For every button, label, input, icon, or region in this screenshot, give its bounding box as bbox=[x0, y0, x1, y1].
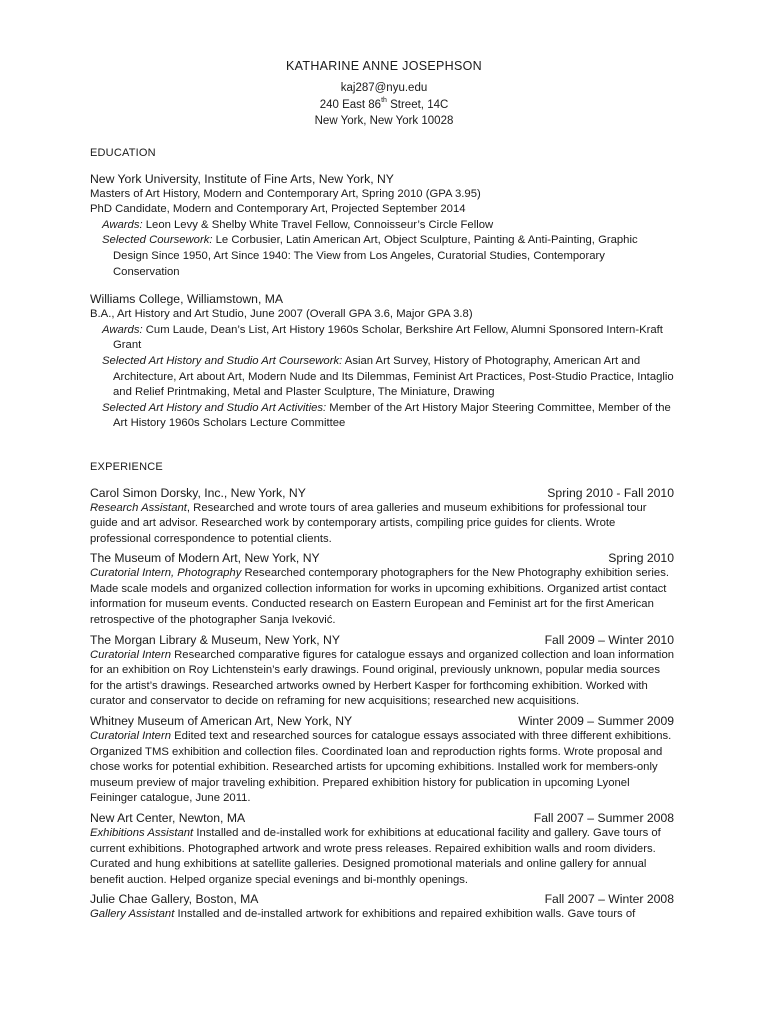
employer-name: The Museum of Modern Art, New York, NY bbox=[90, 551, 320, 566]
job-description: Curatorial Intern Researched comparative figures for catalogue essays and organized collection and loan information for an exhibition on Roy Lichtenstein’s early drawings. Found original, previously unknown, popular media sources for the artist’s drawings. Researched artworks owned by Herbert Kasper for forthcoming exhibition. Worked with curator and conservator to decide on reframing for new acquisitions; researched new acquisitions. bbox=[90, 648, 675, 708]
address-street: Street, 14C bbox=[386, 98, 449, 111]
awards-line: Awards: Leon Levy & Shelby White Travel Fellow, Connoisseur’s Circle Fellow bbox=[102, 218, 494, 231]
employment-dates: Spring 2010 bbox=[608, 551, 674, 566]
job-role: Curatorial Intern, Photography bbox=[90, 567, 242, 580]
job-role: Gallery Assistant bbox=[90, 908, 175, 921]
employment-dates: Fall 2007 – Winter 2008 bbox=[544, 892, 674, 907]
section-title-experience: EXPERIENCE bbox=[90, 460, 163, 473]
resume-body bbox=[90, 146, 674, 923]
job-role: Curatorial Intern bbox=[90, 730, 171, 743]
employment-dates: Winter 2009 – Summer 2009 bbox=[518, 714, 674, 729]
experience-entry bbox=[90, 485, 674, 548]
employer-name: Julie Chae Gallery, Boston, MA bbox=[90, 892, 259, 907]
education-entry bbox=[90, 291, 674, 432]
employment-dates: Fall 2009 – Winter 2010 bbox=[544, 632, 674, 647]
employer-name: Carol Simon Dorsky, Inc., New York, NY bbox=[90, 485, 306, 500]
school-name: Williams College, Williamstown, MA bbox=[90, 292, 284, 307]
job-description: Curatorial Intern, Photography Researched contemporary photographers for the New Photography exhibition series. Made scale models and organized collection information for works in upcoming exhibitions. Organized artist contact information for museum events. Conducted research on Eastern European and Feminist art for the first American retrospective of the photographer Sanja Iveković. bbox=[90, 567, 669, 627]
experience-entry bbox=[90, 713, 674, 807]
employment-dates: Spring 2010 - Fall 2010 bbox=[547, 485, 674, 500]
activities-line: Selected Art History and Studio Art Activities: Member of the Art History Major Steering Committee, Member of the Art History 1960s Scholars Lecture Committee bbox=[102, 401, 671, 430]
employment-dates: Fall 2007 – Summer 2008 bbox=[533, 811, 674, 825]
employer-name: The Morgan Library & Museum, New York, NY bbox=[90, 632, 340, 647]
coursework-line: Selected Art History and Studio Art Coursework: Asian Art Survey, History of Photography, American Art and Architecture, Art about Art, Modern Nude and Its Dilemmas, Feminist Art Practices, Post-Studio Practice, Intaglio and Relief Printmaking, Metal and Plaster Sculpture, The Miniature, Drawing bbox=[102, 354, 674, 399]
experience-entry bbox=[90, 891, 674, 923]
coursework-line: Selected Coursework: Le Corbusier, Latin American Art, Object Sculpture, Painting & Anti-Painting, Graphic Design Since 1950, Art Since 1940: The View from Los Angeles, Curatorial Studies, Contemporary Conservation bbox=[102, 234, 638, 278]
education-entry bbox=[90, 171, 674, 281]
section-title-education: EDUCATION bbox=[90, 147, 156, 159]
candidate-name: KATHARINE ANNE JOSEPHSON bbox=[286, 59, 482, 73]
degree-line: Masters of Art History, Modern and Contemporary Art, Spring 2010 (GPA 3.95) bbox=[90, 187, 481, 200]
job-description: Gallery Assistant Installed and de-installed artwork for exhibitions and repaired exhibition walls. Gave tours of bbox=[90, 908, 636, 921]
degree-line: B.A., Art History and Art Studio, June 2007 (Overall GPA 3.6, Major GPA 3.8) bbox=[90, 308, 473, 321]
awards-line: Awards: Cum Laude, Dean’s List, Art History 1960s Scholar, Berkshire Art Fellow, Alumni Sponsored Intern-Kraft Grant bbox=[102, 323, 663, 352]
experience-entry bbox=[90, 632, 674, 710]
address-ordinal: th bbox=[381, 96, 387, 104]
job-description: Research Assistant, Researched and wrote tours of area galleries and museum exhibitions for professional tour guide and art advisor. Researched work by contemporary artists, compiling price guides for clients. Wrote professional correspondence to potential clients. bbox=[90, 501, 647, 545]
job-role: Research Assistant bbox=[90, 501, 187, 514]
contact-city: New York, New York 10028 bbox=[314, 115, 454, 127]
resume-header bbox=[0, 58, 768, 130]
employer-name: Whitney Museum of American Art, New York, NY bbox=[90, 714, 353, 729]
experience-entry bbox=[90, 550, 674, 628]
contact-email: kaj287@nyu.edu bbox=[340, 82, 428, 94]
school-name: New York University, Institute of Fine Arts, New York, NY bbox=[90, 171, 394, 186]
contact-address bbox=[0, 97, 768, 114]
job-description: Curatorial Intern Edited text and researched sources for catalogue essays associated with three different exhibitions. Organized TMS exhibition and collection files. Coordinated loan and reproduction rights forms. Wrote proposal and chose works for potential exhibition. Researched artists for upcoming exhibitions. Installed work for members-only museum preview of major traveling exhibition. Prepared exhibition history for publication in upcoming Lyonel Feininger catalogue, June 2011. bbox=[90, 730, 672, 805]
job-role: Curatorial Intern bbox=[90, 648, 171, 661]
experience-entry bbox=[90, 810, 674, 888]
employer-name: New Art Center, Newton, MA bbox=[90, 811, 246, 825]
job-role: Exhibitions Assistant bbox=[90, 827, 194, 839]
address-number: 240 East 86 bbox=[319, 98, 382, 111]
degree-line: PhD Candidate, Modern and Contemporary Art, Projected September 2014 bbox=[90, 203, 466, 216]
job-description: Exhibitions Assistant Installed and de-installed work for exhibitions at educational facility and gallery. Gave tours of current exhibitions. Photographed artwork and wrote press releases. Repaired exhibition walls and room dividers. Curated and hung exhibitions at satellite galleries. Designed promotional materials and online gallery for annual benefit auction. Helped organize special evenings and bi-monthly openings. bbox=[90, 827, 661, 886]
